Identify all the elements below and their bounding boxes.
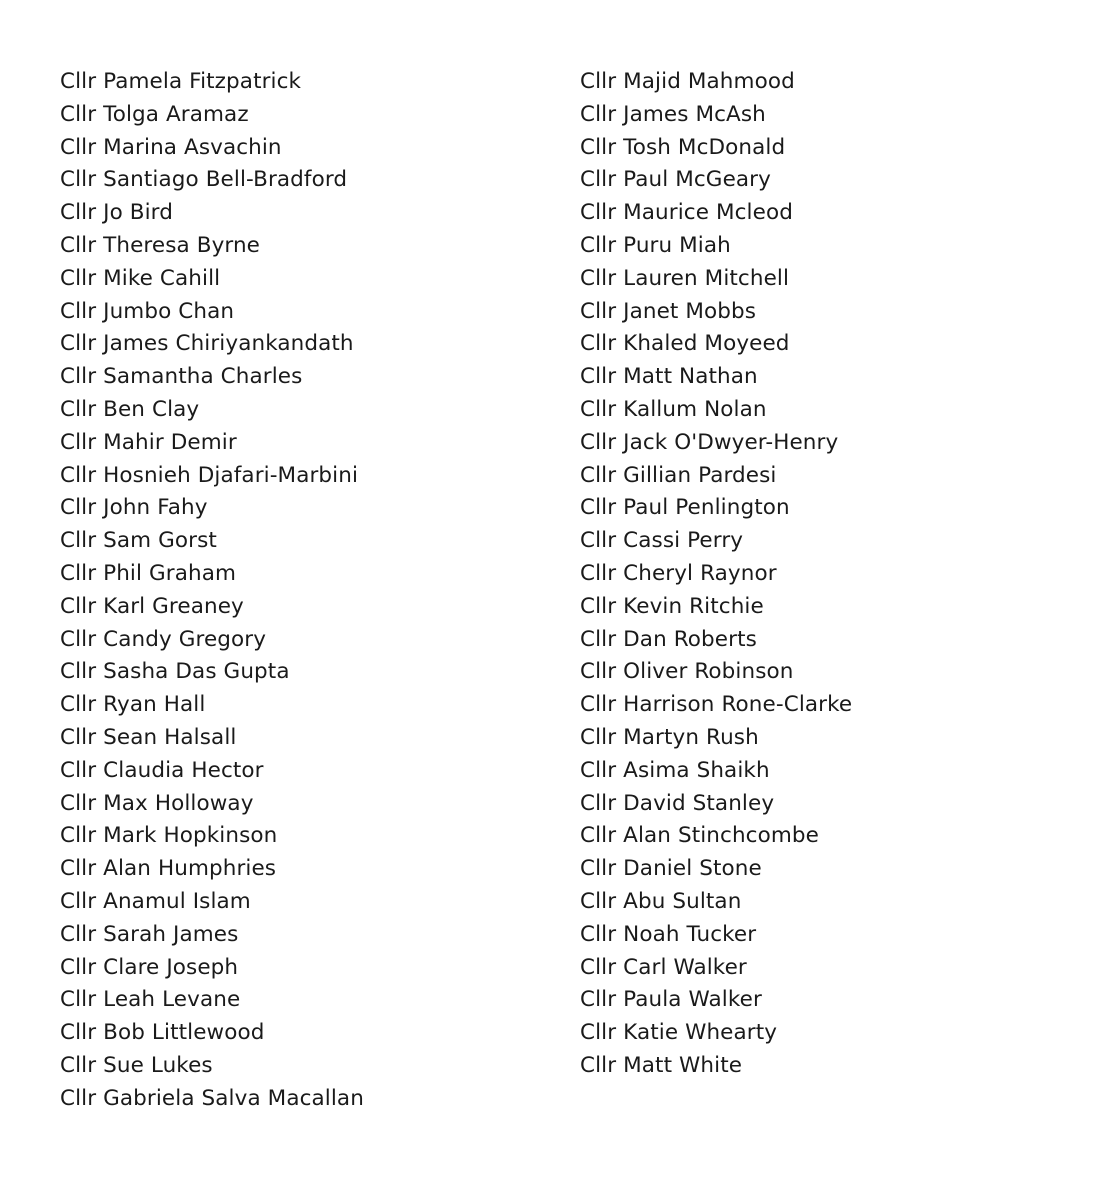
left-councillor-name: Cllr James Chiriyankandath <box>60 331 354 357</box>
left-councillor-name: Cllr Tolga Aramaz <box>60 101 249 127</box>
left-councillor-name: Cllr Anamul Islam <box>60 888 251 914</box>
left-councillor-name: Cllr John Fahy <box>60 495 208 521</box>
left-councillor-name: Cllr Sasha Das Gupta <box>60 659 290 685</box>
left-councillor-name: Cllr Candy Gregory <box>60 626 267 652</box>
right-councillor-name: Cllr Majid Mahmood <box>580 69 795 94</box>
right-councillor-name: Cllr Daniel Stone <box>580 856 762 882</box>
right-councillor-name: Cllr Alan Stinchcombe <box>580 823 819 849</box>
left-councillor-name: Cllr Ben Clay <box>60 396 200 422</box>
left-councillor-name: Cllr Samantha Charles <box>60 364 303 390</box>
left-councillor-name: Cllr Claudia Hector <box>60 757 264 783</box>
left-councillor-name: Cllr Max Holloway <box>60 790 254 816</box>
left-councillor-name: Cllr Leah Levane <box>60 987 241 1013</box>
right-councillor-name: Cllr Dan Roberts <box>580 626 757 652</box>
right-councillor-name: Cllr Gillian Pardesi <box>580 462 777 488</box>
left-councillor-name: Cllr Ryan Hall <box>60 692 206 718</box>
right-name-column <box>580 66 1080 1083</box>
right-councillor-name: Cllr Khaled Moyeed <box>580 331 790 357</box>
left-councillor-name: Cllr Mark Hopkinson <box>60 823 278 849</box>
left-councillor-name: Cllr Marina Asvachin <box>60 134 282 160</box>
left-councillor-name: Cllr Mahir Demir <box>60 429 237 455</box>
right-councillor-name: Cllr Martyn Rush <box>580 724 759 750</box>
right-councillor-name: Cllr Abu Sultan <box>580 888 742 914</box>
right-councillor-name: Cllr Noah Tucker <box>580 921 757 947</box>
right-councillor-name: Cllr Lauren Mitchell <box>580 265 790 291</box>
right-councillor-name: Cllr Paul Penlington <box>580 495 790 521</box>
left-councillor-name: Cllr Jumbo Chan <box>60 298 235 324</box>
left-councillor-name: Cllr Santiago Bell-Bradford <box>60 167 348 193</box>
right-councillor-name: Cllr Janet Mobbs <box>580 298 757 324</box>
right-councillor-name: Cllr Oliver Robinson <box>580 659 794 685</box>
right-councillor-name: Cllr Cassi Perry <box>580 528 744 554</box>
right-councillor-name: Cllr James McAsh <box>580 101 766 127</box>
right-councillor-name: Cllr Tosh McDonald <box>580 134 786 160</box>
right-councillor-name: Cllr Carl Walker <box>580 954 747 980</box>
right-councillor-name: Cllr Asima Shaikh <box>580 757 770 783</box>
right-councillor-name: Cllr Jack O'Dwyer-Henry <box>580 429 839 455</box>
left-councillor-name: Cllr Mike Cahill <box>60 265 221 291</box>
left-councillor-name: Cllr Sam Gorst <box>60 528 217 554</box>
right-councillor-name: Cllr Cheryl Raynor <box>580 560 777 586</box>
left-councillor-name: Cllr Alan Humphries <box>60 856 277 882</box>
left-councillor-name: Cllr Jo Bird <box>60 200 173 226</box>
left-name-column <box>60 66 560 1116</box>
left-councillor-name: Cllr Bob Littlewood <box>60 1020 265 1046</box>
right-councillor-name: Cllr Harrison Rone-Clarke <box>580 692 853 718</box>
left-councillor-name: Cllr Theresa Byrne <box>60 232 261 258</box>
right-councillor-name: Cllr Kevin Ritchie <box>580 593 764 619</box>
left-councillor-name: Cllr Hosnieh Djafari-Marbini <box>60 462 359 488</box>
right-councillor-name: Cllr Kallum Nolan <box>580 396 767 422</box>
right-councillor-name: Cllr Katie Whearty <box>580 1020 778 1046</box>
left-councillor-name: Cllr Phil Graham <box>60 560 237 586</box>
right-councillor-name: Cllr Puru Miah <box>580 232 731 258</box>
left-councillor-name: Cllr Karl Greaney <box>60 593 244 619</box>
right-councillor-name: Cllr Paul McGeary <box>580 167 771 193</box>
right-councillor-name: Cllr Matt Nathan <box>580 364 758 390</box>
right-councillor-name: Cllr Maurice Mcleod <box>580 200 793 226</box>
right-councillor-name: Cllr Matt White <box>580 1052 743 1078</box>
left-councillor-name: Cllr Gabriela Salva Macallan <box>60 1085 364 1111</box>
left-councillor-name: Cllr Pamela Fitzpatrick <box>60 69 302 94</box>
left-councillor-name: Cllr Clare Joseph <box>60 954 239 980</box>
right-councillor-name: Cllr Paula Walker <box>580 987 762 1013</box>
left-councillor-name: Cllr Sean Halsall <box>60 724 237 750</box>
left-councillor-name: Cllr Sue Lukes <box>60 1052 213 1078</box>
right-councillor-name: Cllr David Stanley <box>580 790 775 816</box>
left-councillor-name: Cllr Sarah James <box>60 921 239 947</box>
